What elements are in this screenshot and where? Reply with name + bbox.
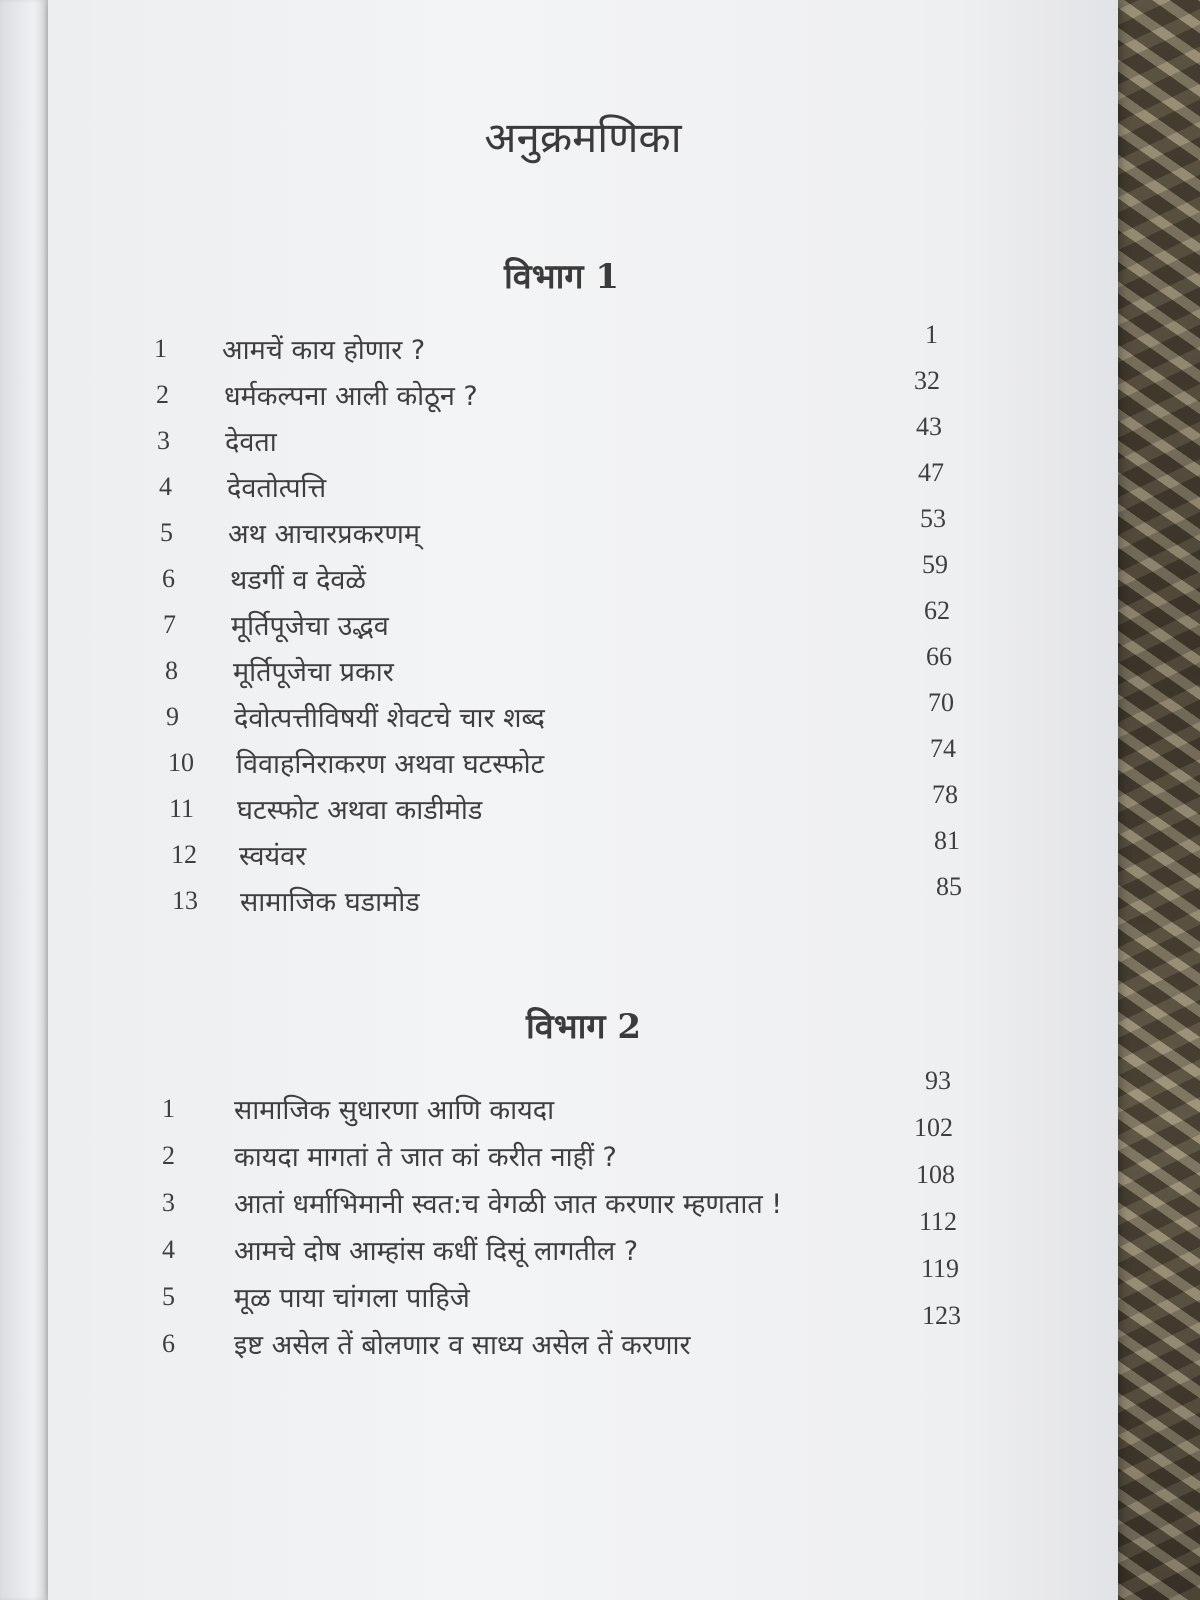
toc-entry-number: 3 xyxy=(162,1188,175,1217)
toc-entry-number: 1 xyxy=(162,1094,175,1123)
toc-entry-number: 6 xyxy=(162,1329,175,1358)
toc-entry xyxy=(48,642,1048,692)
toc-entry-title: स्वयंवर xyxy=(239,841,307,872)
toc-entry-title: थडगीं व देवळें xyxy=(230,565,366,596)
toc-entry xyxy=(48,688,1048,738)
toc-entry-number: 3 xyxy=(157,426,170,455)
toc-entry-number: 10 xyxy=(168,748,194,777)
toc-entry xyxy=(48,734,1048,784)
toc-entry-title: आतां धर्माभिमानी स्वत:च वेगळी जात करणार म्हणतात ! xyxy=(234,1189,783,1220)
toc-entry xyxy=(48,1254,1048,1318)
toc-entry-title: देवता xyxy=(225,427,277,458)
toc-entry-number: 6 xyxy=(162,564,175,593)
toc-entry xyxy=(48,550,1048,600)
toc-entry xyxy=(48,366,1048,416)
section-heading-2: विभाग 2 xyxy=(526,1007,642,1047)
toc-entry-number: 11 xyxy=(169,794,195,823)
toc-entry-number: 5 xyxy=(160,518,173,547)
toc-entry-title: सामाजिक सुधारणा आणि कायदा xyxy=(234,1095,555,1126)
toc-entry xyxy=(48,458,1048,508)
toc-entry-title: आमचे दोष आम्हांस कधीं दिसूं लागतील ? xyxy=(234,1236,639,1267)
toc-entry xyxy=(48,1207,1048,1271)
toc-entry-page-number: 74 xyxy=(930,734,956,763)
toc-entry-page-number: 70 xyxy=(928,688,954,717)
toc-entry-page-number: 47 xyxy=(918,458,944,487)
toc-entry xyxy=(48,1160,1048,1224)
toc-entry-title: मूर्तिपूजेचा उद्भव xyxy=(231,611,389,642)
toc-entry-number: 13 xyxy=(172,886,198,915)
toc-entry-title: सामाजिक घडामोड xyxy=(240,887,420,918)
toc-entry-title: देवतोत्पत्ति xyxy=(227,473,327,504)
toc-entry-number: 9 xyxy=(166,702,179,731)
toc-entry-number: 4 xyxy=(162,1235,175,1264)
toc-entry-number: 5 xyxy=(162,1282,175,1311)
toc-entry-page-number: 66 xyxy=(926,642,952,671)
toc-entry-number: 1 xyxy=(154,334,167,363)
toc-entry-page-number: 59 xyxy=(922,550,948,579)
toc-entry-page-number: 85 xyxy=(936,872,962,901)
toc-entry-page-number: 119 xyxy=(920,1254,959,1283)
toc-entry xyxy=(48,1066,1048,1130)
toc-entry-page-number: 93 xyxy=(925,1066,951,1095)
toc-entry xyxy=(48,320,1048,370)
page-title: अनुक्रमणिका xyxy=(484,113,682,162)
toc-entry xyxy=(48,412,1048,462)
toc-entry-page-number: 81 xyxy=(934,826,960,855)
toc-entry-page-number: 43 xyxy=(916,412,942,441)
toc-entry-title: अथ आचारप्रकरणम् xyxy=(228,519,421,550)
toc-entry xyxy=(48,872,1048,922)
toc-entry-number: 8 xyxy=(165,656,178,685)
toc-entry-number: 7 xyxy=(163,610,176,639)
toc-entry xyxy=(48,504,1048,554)
toc-entry-page-number: 108 xyxy=(916,1160,955,1189)
toc-entry-page-number: 1 xyxy=(925,320,938,349)
toc-entry-number: 4 xyxy=(159,472,172,501)
toc-entry-page-number: 32 xyxy=(914,366,940,395)
toc-entry-page-number: 112 xyxy=(918,1207,957,1236)
section-heading-1: विभाग 1 xyxy=(504,257,620,297)
toc-entry xyxy=(48,780,1048,830)
toc-entry-title: मूर्तिपूजेचा प्रकार xyxy=(233,657,394,688)
toc-entry-title: इष्ट असेल तें बोलणार व साध्य असेल तें करणार xyxy=(234,1330,691,1361)
toc-entry-title: धर्मकल्पना आली कोठून ? xyxy=(224,381,478,412)
toc-entry xyxy=(48,1301,1048,1365)
toc-entry-title: विवाहनिराकरण अथवा घटस्फोट xyxy=(236,749,545,780)
toc-entry-title: कायदा मागतां ते जात कां करीत नाहीं ? xyxy=(234,1142,617,1173)
toc-entry-title: देवोत्पत्तीविषयीं शेवटचे चार शब्द xyxy=(234,703,545,734)
toc-entry-page-number: 62 xyxy=(924,596,950,625)
toc-entry-title: मूळ पाया चांगला पाहिजे xyxy=(234,1283,470,1314)
toc-entry-page-number: 102 xyxy=(914,1113,953,1142)
toc-entry-page-number: 123 xyxy=(922,1301,961,1330)
left-page-edge xyxy=(0,0,48,1600)
toc-entry-number: 2 xyxy=(156,380,169,409)
toc-entry-page-number: 53 xyxy=(920,504,946,533)
toc-entry-number: 12 xyxy=(171,840,197,869)
toc-entry-number: 2 xyxy=(162,1141,175,1170)
toc-entry xyxy=(48,1113,1048,1177)
book-page xyxy=(48,0,1118,1600)
toc-entry-title: आमचें काय होणार ? xyxy=(222,335,426,366)
toc-entry-page-number: 78 xyxy=(932,780,958,809)
toc-entry-title: घटस्फोट अथवा काडीमोड xyxy=(237,795,483,826)
toc-entry xyxy=(48,596,1048,646)
toc-entry xyxy=(48,826,1048,876)
